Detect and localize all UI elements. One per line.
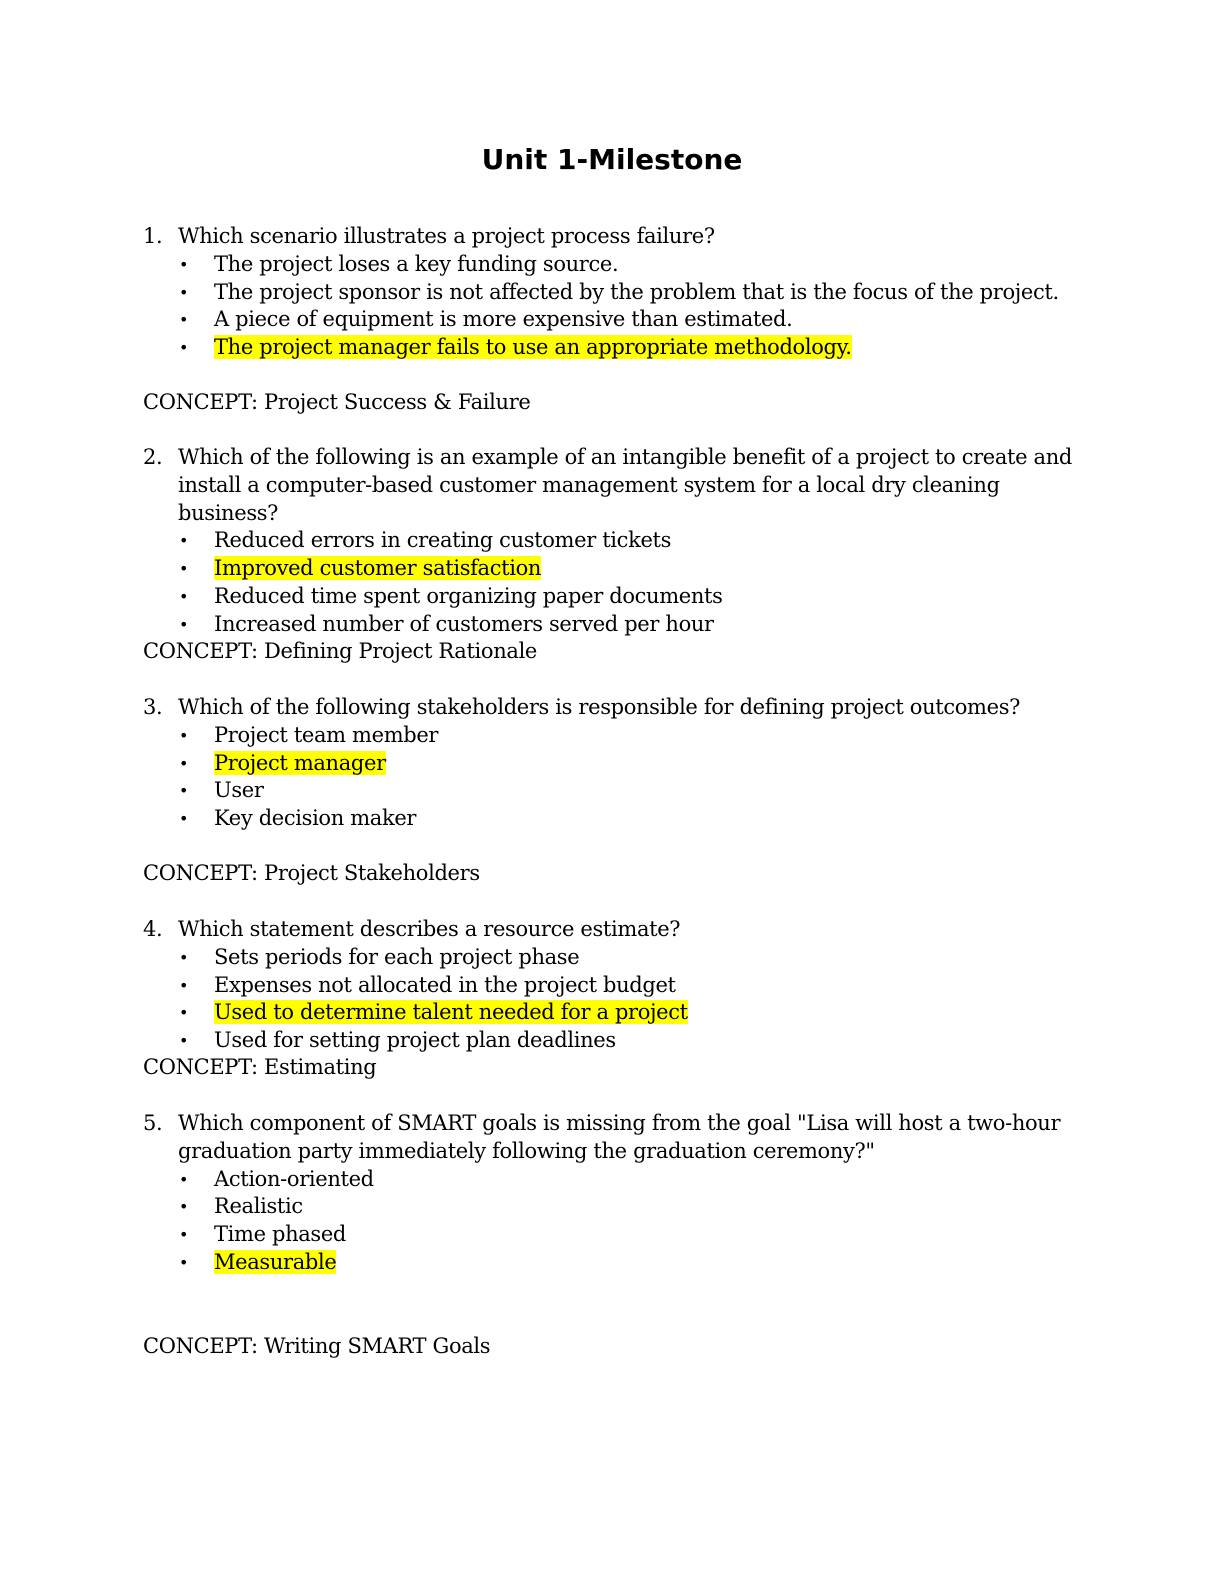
option-list xyxy=(143,1166,1083,1277)
question-stem xyxy=(143,694,1083,722)
bullet-icon: • xyxy=(179,725,189,745)
bullet-icon: • xyxy=(179,753,189,773)
bullet-icon: • xyxy=(179,1003,189,1023)
option-text-highlighted: Project manager xyxy=(214,750,386,775)
option-item xyxy=(179,611,1083,639)
option-text: Increased number of customers served per hour xyxy=(214,611,714,636)
question-number: 5. xyxy=(143,1111,163,1135)
option-item xyxy=(179,944,1083,972)
question-1 xyxy=(143,223,1083,362)
question-number: 3. xyxy=(143,695,163,719)
question-text: Which component of SMART goals is missing from the goal "Lisa will host a two-hour graduation party immediately following the graduation ceremony?" xyxy=(178,1111,1061,1163)
bullet-icon: • xyxy=(179,338,189,358)
option-list xyxy=(143,527,1083,638)
option-text: Project team member xyxy=(214,722,439,747)
bullet-icon: • xyxy=(179,586,189,606)
option-item xyxy=(179,1193,1083,1221)
bullet-icon: • xyxy=(179,1169,189,1189)
option-item xyxy=(179,251,1083,279)
question-number: 1. xyxy=(143,224,163,248)
option-text: Action-oriented xyxy=(214,1166,374,1191)
option-list xyxy=(143,251,1083,362)
question-stem xyxy=(143,1110,1083,1166)
page-title: Unit 1-Milestone xyxy=(481,143,743,176)
question-number: 2. xyxy=(143,445,163,469)
concept-label-4: CONCEPT: Estimating xyxy=(143,1055,377,1079)
option-item xyxy=(179,972,1083,1000)
question-number: 4. xyxy=(143,917,163,941)
option-item xyxy=(179,306,1083,334)
option-item xyxy=(179,279,1083,307)
question-stem xyxy=(143,444,1083,527)
question-text: Which scenario illustrates a project process failure? xyxy=(178,224,715,248)
bullet-icon: • xyxy=(179,254,189,274)
option-text: Realistic xyxy=(214,1194,303,1219)
option-text: Reduced errors in creating customer tickets xyxy=(214,528,672,553)
option-item xyxy=(179,805,1083,833)
bullet-icon: • xyxy=(179,1197,189,1217)
option-text-highlighted: The project manager fails to use an appropriate methodology. xyxy=(214,335,852,360)
option-text: User xyxy=(214,778,264,803)
bullet-icon: • xyxy=(179,781,189,801)
option-text-highlighted: Measurable xyxy=(214,1249,337,1274)
option-item xyxy=(179,527,1083,555)
option-text: Key decision maker xyxy=(214,806,417,831)
bullet-icon: • xyxy=(179,947,189,967)
question-2 xyxy=(143,444,1083,639)
question-4 xyxy=(143,916,1083,1055)
question-stem xyxy=(143,916,1083,944)
bullet-icon: • xyxy=(179,614,189,634)
option-list xyxy=(143,722,1083,833)
question-5 xyxy=(143,1110,1083,1277)
option-text: Time phased xyxy=(214,1222,347,1247)
question-text: Which of the following is an example of an intangible benefit of a project to create and install a computer-based customer management system for a local dry cleaning business? xyxy=(178,445,1072,525)
option-item xyxy=(179,1027,1083,1055)
concept-label-1: CONCEPT: Project Success & Failure xyxy=(143,390,531,414)
option-item xyxy=(179,777,1083,805)
bullet-icon: • xyxy=(179,282,189,302)
bullet-icon: • xyxy=(179,531,189,551)
bullet-icon: • xyxy=(179,1031,189,1051)
option-item-highlighted xyxy=(179,750,1083,778)
option-item xyxy=(179,1166,1083,1194)
question-text: Which of the following stakeholders is responsible for defining project outcomes? xyxy=(178,695,1021,719)
option-text-highlighted: Improved customer satisfaction xyxy=(214,556,542,581)
option-text: Sets periods for each project phase xyxy=(214,944,580,969)
option-text: The project loses a key funding source. xyxy=(214,251,619,276)
question-text: Which statement describes a resource estimate? xyxy=(178,917,681,941)
option-text: Reduced time spent organizing paper documents xyxy=(214,583,723,608)
option-item-highlighted xyxy=(179,1249,1083,1277)
option-item xyxy=(179,1221,1083,1249)
bullet-icon: • xyxy=(179,310,189,330)
bullet-icon: • xyxy=(179,559,189,579)
bullet-icon: • xyxy=(179,809,189,829)
bullet-icon: • xyxy=(179,975,189,995)
concept-label-5: CONCEPT: Writing SMART Goals xyxy=(143,1334,491,1358)
question-stem xyxy=(143,223,1083,251)
option-text: The project sponsor is not affected by the problem that is the focus of the project. xyxy=(214,279,1059,304)
option-text: Used for setting project plan deadlines xyxy=(214,1028,616,1053)
option-item-highlighted xyxy=(179,555,1083,583)
option-item-highlighted xyxy=(179,334,1083,362)
option-text: Expenses not allocated in the project budget xyxy=(214,972,676,997)
option-text: A piece of equipment is more expensive than estimated. xyxy=(214,307,793,332)
option-item-highlighted xyxy=(179,999,1083,1027)
option-item xyxy=(179,583,1083,611)
bullet-icon: • xyxy=(179,1252,189,1272)
question-3 xyxy=(143,694,1083,833)
concept-label-3: CONCEPT: Project Stakeholders xyxy=(143,861,480,885)
bullet-icon: • xyxy=(179,1225,189,1245)
option-list xyxy=(143,944,1083,1055)
option-item xyxy=(179,722,1083,750)
option-text-highlighted: Used to determine talent needed for a project xyxy=(214,1000,688,1025)
concept-label-2: CONCEPT: Defining Project Rationale xyxy=(143,639,538,663)
